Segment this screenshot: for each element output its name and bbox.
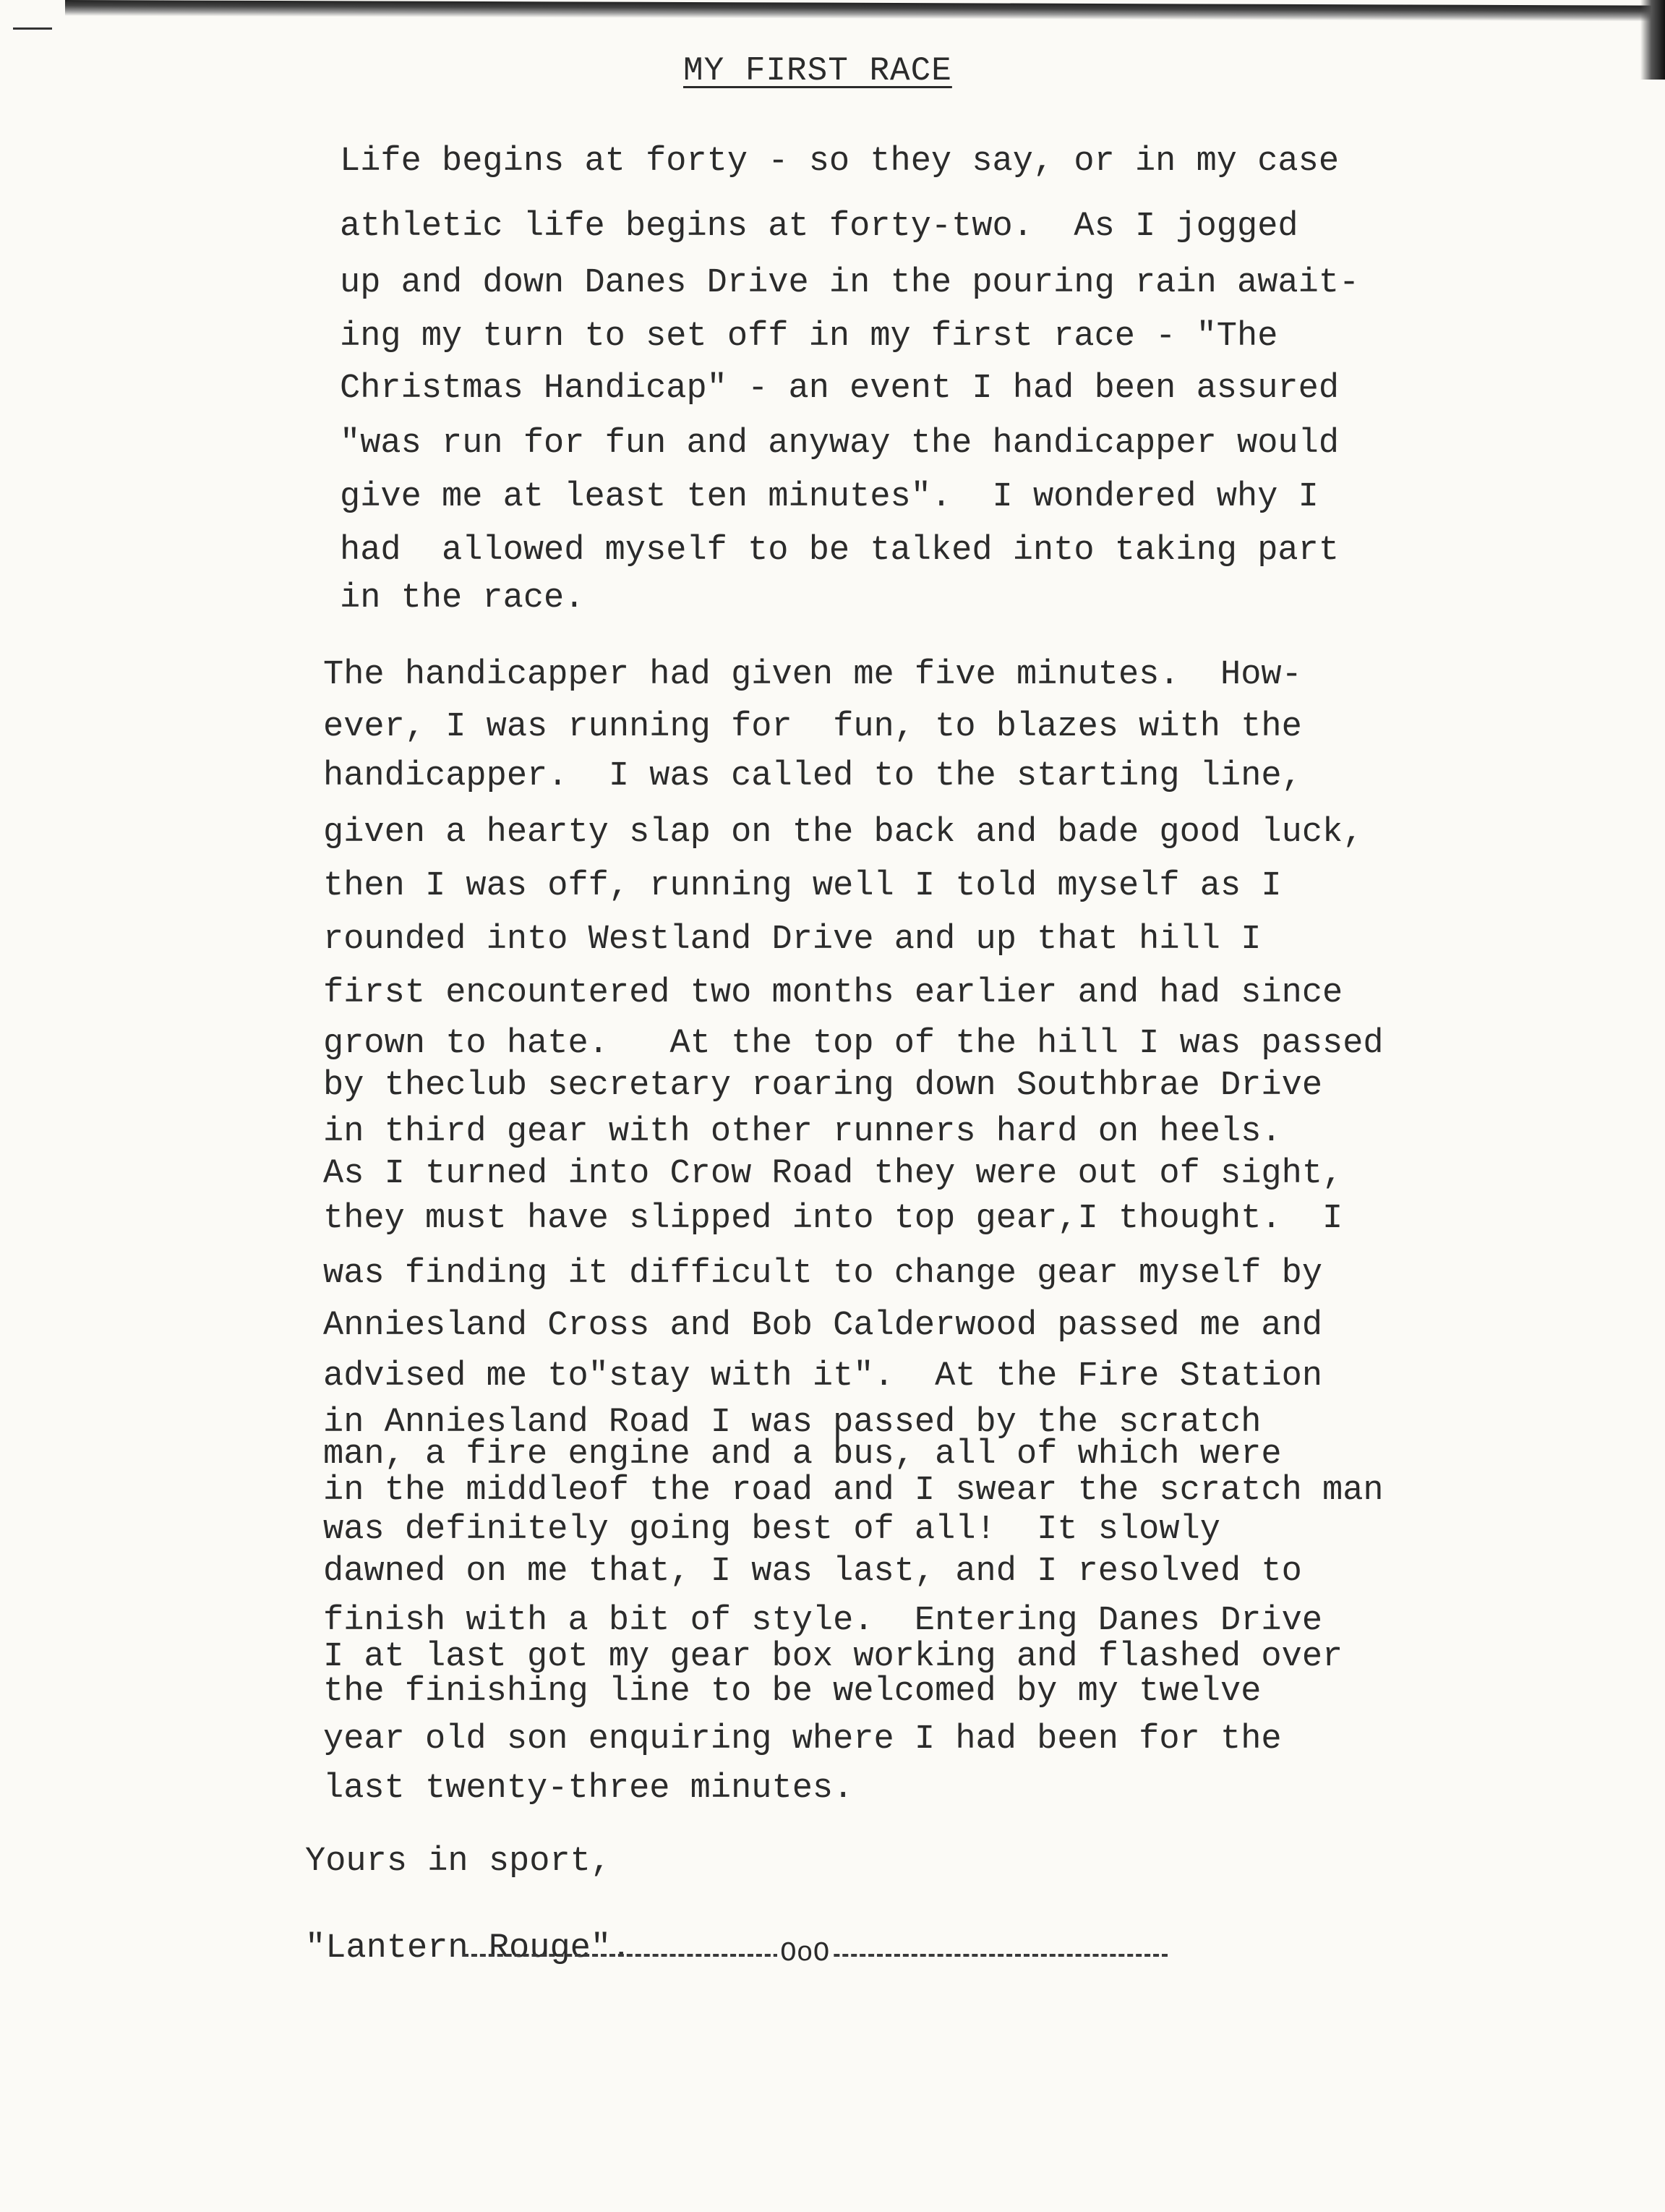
text-line: advised me to"stay with it". At the Fire Station bbox=[323, 1357, 1323, 1396]
text-line: had allowed myself to be talked into taking part bbox=[340, 531, 1340, 570]
text-line: The handicapper had given me five minutes. How- bbox=[323, 656, 1302, 694]
text-line: year old son enquiring where I had been for the bbox=[323, 1720, 1282, 1759]
paragraph-1 bbox=[340, 142, 1360, 618]
text-line: by theclub secretary roaring down Southbrae Drive bbox=[323, 1067, 1323, 1105]
paragraph-2 bbox=[323, 656, 1384, 1808]
text-line: in Anniesland Road I was passed by the scratch bbox=[323, 1404, 1262, 1442]
text-line: ever, I was running for fun, to blazes with the bbox=[323, 708, 1302, 746]
text-line: last twenty-three minutes. bbox=[323, 1769, 854, 1808]
text-line: rounded into Westland Drive and up that hill I bbox=[323, 921, 1262, 959]
text-line: up and down Danes Drive in the pouring rain await- bbox=[340, 264, 1360, 302]
page-title: MY FIRST RACE bbox=[683, 52, 952, 90]
scan-right-edge bbox=[1640, 0, 1665, 80]
text-line: give me at least ten minutes". I wondered why I bbox=[340, 478, 1319, 516]
scan-top-edge bbox=[65, 0, 1665, 22]
text-line: Christmas Handicap" - an event I had been assured bbox=[340, 370, 1340, 408]
text-line: handicapper. I was called to the starting line, bbox=[323, 757, 1302, 795]
text-line: As I turned into Crow Road they were out of sight, bbox=[323, 1155, 1343, 1193]
text-line: man, a fire engine and a bus, all of which were bbox=[323, 1435, 1282, 1474]
text-line: "was run for fun and anyway the handicapper would bbox=[340, 424, 1340, 463]
text-line: I at last got my gear box working and flashed over bbox=[323, 1638, 1343, 1676]
text-line: dawned on me that, I was last, and I resolved to bbox=[323, 1553, 1302, 1591]
text-line: Life begins at forty - so they say, or in my case bbox=[340, 142, 1340, 181]
text-line: then I was off, running well I told myself as I bbox=[323, 867, 1282, 905]
text-line: first encountered two months earlier and had since bbox=[323, 974, 1343, 1012]
text-line: grown to hate. At the top of the hill I was passed bbox=[323, 1025, 1384, 1063]
text-line: they must have slipped into top gear,I thought. I bbox=[323, 1200, 1343, 1238]
text-line: finish with a bit of style. Entering Danes Drive bbox=[323, 1602, 1323, 1640]
text-line: athletic life begins at forty-two. As I jogged bbox=[340, 208, 1298, 246]
text-line: given a hearty slap on the back and bade good luck, bbox=[323, 814, 1364, 852]
text-line: in the middleof the road and I swear the scratch man bbox=[323, 1472, 1384, 1510]
text-line: in third gear with other runners hard on heels. bbox=[323, 1113, 1282, 1151]
signature: "Lantern Rouge". bbox=[305, 1929, 632, 1968]
closing-line: Yours in sport, bbox=[305, 1842, 612, 1881]
text-line: the finishing line to be welcomed by my twelve bbox=[323, 1673, 1262, 1711]
text-line: Anniesland Cross and Bob Calderwood passed me and bbox=[323, 1307, 1323, 1345]
text-line: was definitely going best of all! It slowly bbox=[323, 1511, 1221, 1549]
text-line: ing my turn to set off in my first race - "The bbox=[340, 317, 1278, 356]
separator-mark: OoO bbox=[777, 1938, 832, 1969]
corner-mark bbox=[13, 27, 52, 30]
text-line: in the race. bbox=[340, 579, 585, 618]
text-line: was finding it difficult to change gear myself by bbox=[323, 1255, 1323, 1293]
